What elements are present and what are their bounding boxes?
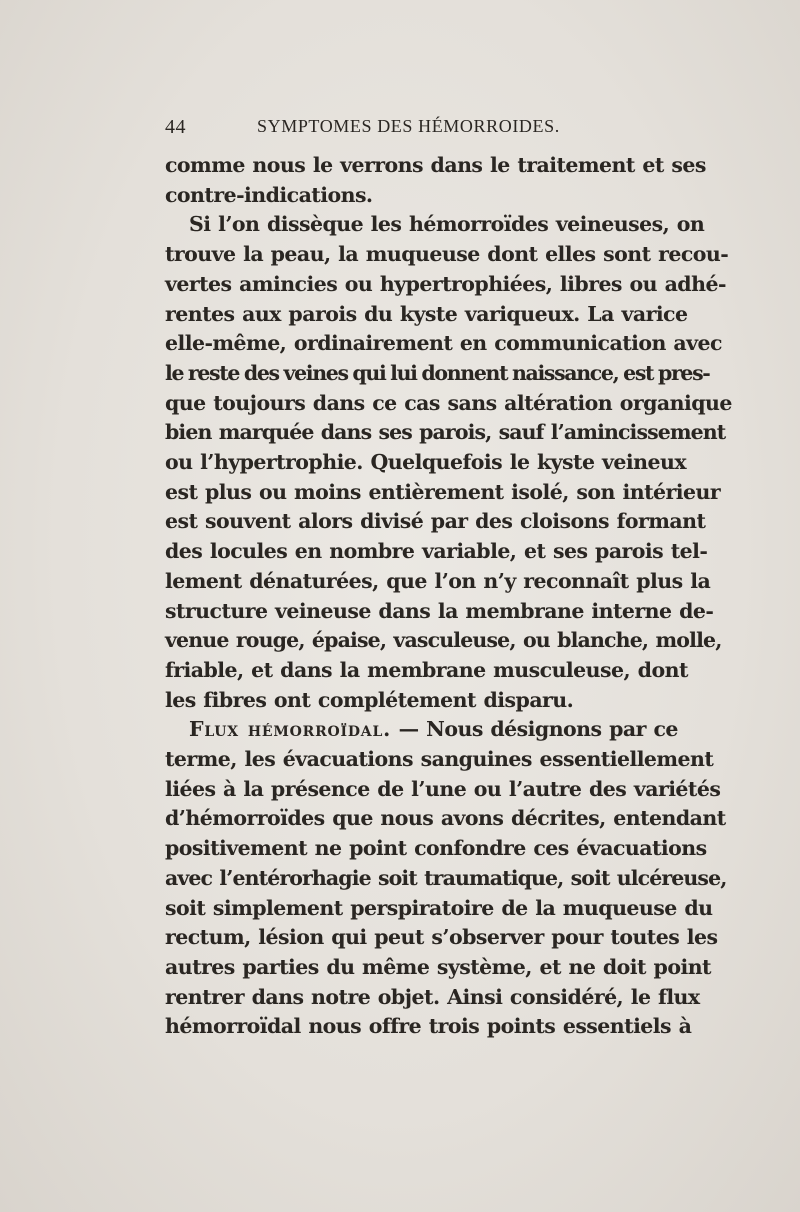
text-line: rentrer dans notre objet. Ainsi considéré, le flux [165, 984, 700, 1009]
text-line: rectum, lésion qui peut s’observer pour toutes les [165, 925, 718, 950]
text-line: que toujours dans ce cas sans altération organique [165, 390, 732, 415]
text-line: vertes amincies ou hypertrophiées, libres ou adhé- [165, 271, 726, 296]
text-line: liées à la présence de l’une ou l’autre des variétés [165, 776, 721, 801]
text-line: comme nous le verrons dans le traitement et ses [165, 153, 706, 177]
section-heading: Flux hémorroïdal. [189, 717, 392, 742]
text-line: friable, et dans la membrane musculeuse, dont [165, 657, 688, 682]
text-line: structure veineuse dans la membrane interne de- [165, 598, 714, 623]
text-line: lement dénaturées, que l’on n’y reconnaît plus la [165, 568, 711, 593]
text-line: terme, les évacuations sanguines essentiellement [165, 747, 714, 772]
running-title: SYMPTOMES DES HÉMORROIDES. [257, 116, 560, 136]
text-line: rentes aux parois du kyste variqueux. La varice [165, 301, 688, 326]
text-line: avec l’entérorhagie soit traumatique, soit ulcéreuse, [165, 865, 727, 890]
section-heading-line [165, 715, 678, 745]
text-line: contre-indications. [165, 182, 373, 207]
text-line: positivement ne point confondre ces évacuations [165, 836, 707, 861]
page-header [165, 116, 660, 146]
section-heading-rest: — Nous désignons par ce [391, 717, 678, 742]
text-line: le reste des veines qui lui donnent naissance, est pres- [165, 360, 710, 385]
page-number: 44 [165, 116, 186, 138]
text-line: est souvent alors divisé par des cloisons formant [165, 509, 706, 534]
text-line: Si l’on dissèque les hémorroïdes veineuses, on [189, 212, 705, 237]
text-line: les fibres ont complétement disparu. [165, 687, 574, 712]
text-line: ou l’hypertrophie. Quelquefois le kyste veineux [165, 450, 686, 475]
text-line: bien marquée dans ses parois, sauf l’amincissement [165, 420, 726, 445]
body-text [165, 151, 732, 1042]
text-line: soit simplement perspiratoire de la muqueuse du [165, 895, 713, 920]
text-line: hémorroïdal nous offre trois points essentiels à [165, 1014, 692, 1039]
text-line: trouve la peau, la muqueuse dont elles sont recou- [165, 242, 729, 267]
text-line: des locules en nombre variable, et ses parois tel- [165, 539, 708, 564]
text-line: venue rouge, épaise, vasculeuse, ou blanche, molle, [165, 628, 722, 653]
text-line: est plus ou moins entièrement isolé, son intérieur [165, 479, 721, 504]
text-line: elle-même, ordinairement en communication avec [165, 331, 722, 356]
text-line: d’hémorroïdes que nous avons décrites, entendant [165, 806, 726, 831]
text-line: autres parties du même système, et ne doit point [165, 954, 711, 979]
